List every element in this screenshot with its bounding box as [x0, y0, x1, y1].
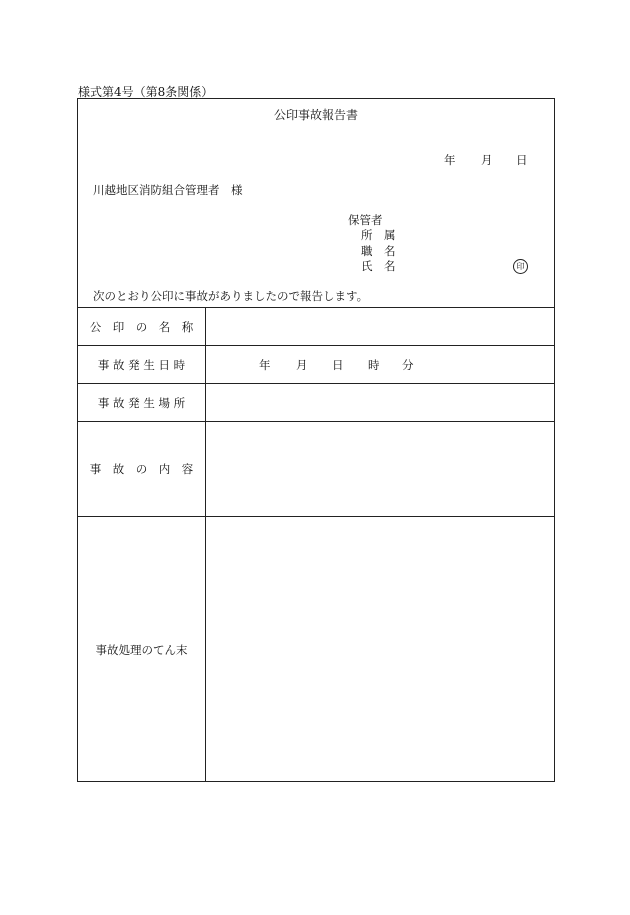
datetime-hour-unit: 時: [368, 358, 380, 372]
form-number-label: 様式第4号（第8条関係）: [78, 85, 214, 99]
occurrence-place-label: 事 故 発 生 場 所: [97, 396, 186, 410]
datetime-day-unit: 日: [332, 358, 344, 372]
date-year-label: 年: [444, 153, 456, 167]
custodian-name-label: 氏 名: [361, 259, 396, 273]
seal-name-label: 公 印 の 名 称: [89, 320, 194, 334]
handling-result-label: 事故処理のてん末: [95, 643, 188, 657]
accident-content-label: 事 故 の 内 容: [89, 462, 194, 476]
occurrence-place-field[interactable]: [206, 384, 555, 421]
seal-mark: 印: [513, 259, 528, 274]
form-title: 公印事故報告書: [273, 108, 358, 122]
datetime-month-unit: 月: [296, 358, 308, 372]
occurrence-datetime-field[interactable]: [206, 346, 555, 383]
report-statement: 次のとおり公印に事故がありましたので報告します。: [93, 289, 369, 303]
seal-name-field[interactable]: [206, 308, 555, 345]
occurrence-datetime-label: 事 故 発 生 日 時: [97, 358, 186, 372]
date-month-label: 月: [481, 153, 493, 167]
date-day-label: 日: [516, 153, 528, 167]
custodian-heading: 保管者: [348, 213, 383, 227]
accident-content-field[interactable]: [206, 422, 555, 516]
report-form: [77, 98, 555, 782]
datetime-year-unit: 年: [259, 358, 271, 372]
handling-result-field[interactable]: [206, 517, 555, 781]
custodian-affiliation-label: 所 属: [361, 228, 396, 242]
datetime-minute-unit: 分: [402, 358, 414, 372]
custodian-position-label: 職 名: [361, 244, 396, 258]
addressee: 川越地区消防組合管理者 様: [93, 183, 243, 197]
